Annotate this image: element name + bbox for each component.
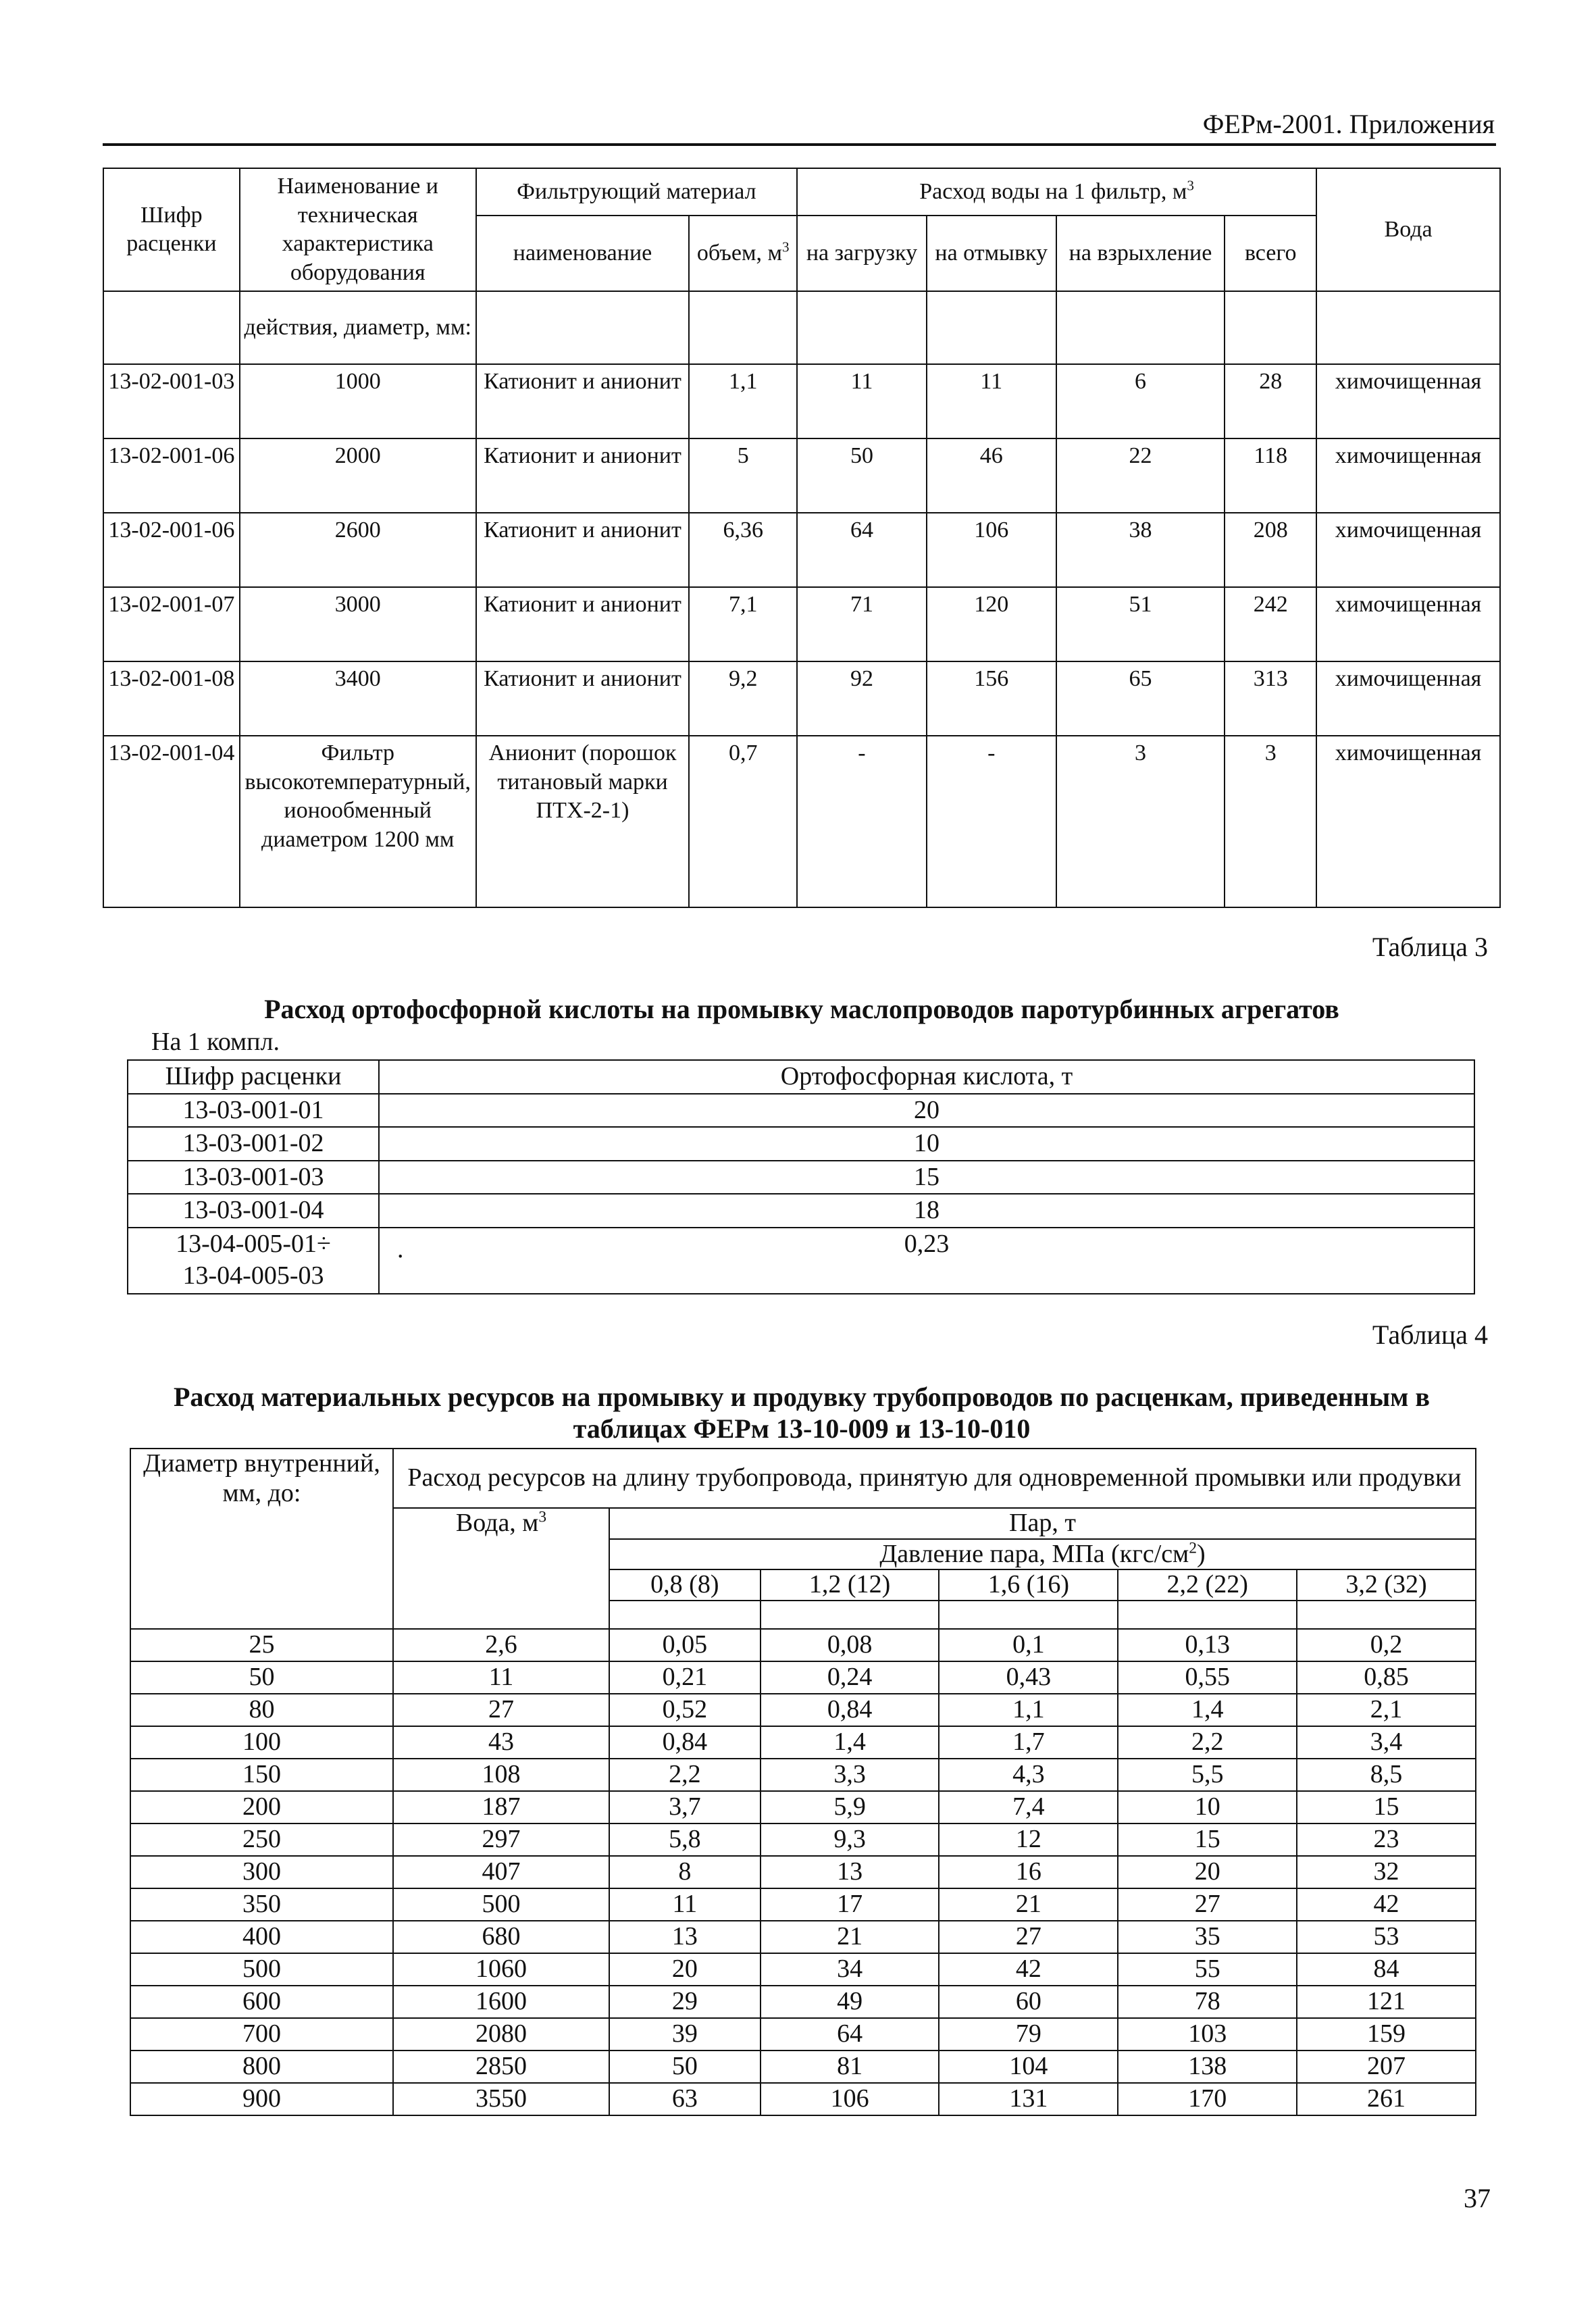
table-cell: 8 [609,1856,761,1888]
header-water: Вода, $м^3$ [393,1508,609,1629]
table-cell: 297 [393,1823,609,1856]
header-resources: Расход ресурсов на длину трубопровода, принятую для одновременной промывки или продувки [393,1449,1476,1508]
running-head: ФЕРм-2001. Приложения [1202,109,1495,139]
header-wash: на отмывку [927,216,1056,291]
table-cell: 27 [393,1694,609,1726]
table-cell: 42 [939,1953,1118,1986]
table-cell: 3,7 [609,1791,761,1823]
table-cell: 43 [393,1726,609,1759]
table-cell: 8,5 [1297,1759,1476,1791]
table-row [130,1694,1476,1726]
table-cell: 0,2 [1297,1629,1476,1661]
table-row [130,1661,1476,1694]
table-cell: 10 [1118,1791,1297,1823]
table-cell: 49 [761,1986,939,2018]
table-row [130,2018,1476,2051]
table3-unit-note: На 1 компл. [151,1028,280,1056]
table-row [130,1953,1476,1986]
table-cell: 680 [393,1921,609,1953]
table-cell: 42 [1297,1888,1476,1921]
table-cell: 0,85 [1297,1661,1476,1694]
table-row: 13-03-001-01 20 [128,1094,1474,1128]
table-cell: 261 [1297,2083,1476,2115]
header-pressure-2: 1,2 (12) [761,1569,939,1601]
table-cell: 103 [1118,2018,1297,2051]
table-cell: 400 [130,1921,393,1953]
table-cell: 32 [1297,1856,1476,1888]
table-cell: 2,2 [609,1759,761,1791]
table-row [130,1986,1476,2018]
table-cell: 4,3 [939,1759,1118,1791]
table-cell: 35 [1118,1921,1297,1953]
table-cell: 2080 [393,2018,609,2051]
table-cell: 108 [393,1759,609,1791]
header-name: Наименование и техническая характеристика оборудования [240,168,476,291]
table-cell: 250 [130,1823,393,1856]
table-row: 13-02-001-06 2600 Катионит и анионит 6,36 64 106 38 208 химочищенная [103,513,1500,587]
table-cell: 0,55 [1118,1661,1297,1694]
table-row: 13-03-001-03 15 [128,1161,1474,1194]
table-cell: 29 [609,1986,761,2018]
table-row: 13-04-005-01÷ 13-04-005-03 . 0,23 [128,1228,1474,1294]
table-cell: 800 [130,2051,393,2083]
table3-label: Таблица 3 [1372,932,1488,962]
header-code: Шифр расценки [128,1060,379,1094]
table-row [130,1823,1476,1856]
table-cell: 131 [939,2083,1118,2115]
table-cell: 1,4 [761,1726,939,1759]
table-cell: 500 [393,1888,609,1921]
table-cell: 21 [939,1888,1118,1921]
acid-table [127,1059,1475,1294]
table4-title: Расход материальных ресурсов на промывку и продувку трубопроводов по расценкам, приведенным в таблицах ФЕРм 13-10-009 и 13-10-010 [173,1382,1431,1444]
table-row [130,2051,1476,2083]
table-cell: 0,13 [1118,1629,1297,1661]
table-cell: 50 [609,2051,761,2083]
table-cell: 11 [609,1888,761,1921]
table-cell: 25 [130,1629,393,1661]
table-row: 13-02-001-06 2000 Катионит и анионит 5 50 46 22 118 химочищенная [103,438,1500,513]
table-cell: 0,84 [761,1694,939,1726]
table-row [130,1888,1476,1921]
table-cell: 27 [939,1921,1118,1953]
table-cell: 200 [130,1791,393,1823]
table-cell: 2,2 [1118,1726,1297,1759]
table-cell: 50 [130,1661,393,1694]
table-row [130,2083,1476,2115]
table-cell: 55 [1118,1953,1297,1986]
table-cell: 23 [1297,1823,1476,1856]
header-filter-material: Фильтрующий материал [476,168,797,216]
table-cell: 20 [1118,1856,1297,1888]
table-cell: 13 [609,1921,761,1953]
table-cell: 104 [939,2051,1118,2083]
header-pressure-1: 0,8 (8) [609,1569,761,1601]
table-cell: 34 [761,1953,939,1986]
table-cell: 0,05 [609,1629,761,1661]
table-cell: 900 [130,2083,393,2115]
table-cell: 3,3 [761,1759,939,1791]
header-code: Шифр расценки [103,168,240,291]
table-cell: 5,5 [1118,1759,1297,1791]
table-row [130,1629,1476,1661]
table-cell: 64 [761,2018,939,2051]
table-cell: 1,7 [939,1726,1118,1759]
header-diameter: Диаметр внутренний, мм, до: [130,1449,393,1629]
table-cell: 1600 [393,1986,609,2018]
table-cell: 7,4 [939,1791,1118,1823]
table-row [130,1921,1476,1953]
table-cell: 79 [939,2018,1118,2051]
table-cell: 60 [939,1986,1118,2018]
table-cell: 0,1 [939,1629,1118,1661]
header-load: на загрузку [797,216,927,291]
table-row: 13-02-001-07 3000 Катионит и анионит 7,1 71 120 51 242 химочищенная [103,587,1500,661]
header-water-use: Расход воды на 1 фильтр, $м^3$ [797,168,1316,216]
table-cell: 0,24 [761,1661,939,1694]
table-cell: 1060 [393,1953,609,1986]
steam-water-table-body [130,1629,1476,2115]
table-cell: 0,21 [609,1661,761,1694]
table-cell: 5,8 [609,1823,761,1856]
table-cell: 53 [1297,1921,1476,1953]
filter-water-table [103,168,1501,908]
table-row: 13-02-001-04 Фильтр высокотемпературный, ионообменный диаметром 1200 мм Анионит (порошок титановый марки ПТХ-2-1) 0,7 - - 3 3 химочищенная [103,736,1500,907]
table-cell: 9,3 [761,1823,939,1856]
subheader-name: действия, диаметр, мм: [240,291,476,364]
table-cell: 600 [130,1986,393,2018]
table-cell: 1,4 [1118,1694,1297,1726]
table-cell: 100 [130,1726,393,1759]
header-material-name: наименование [476,216,690,291]
table-cell: 500 [130,1953,393,1986]
table-cell: 300 [130,1856,393,1888]
table-cell: 0,52 [609,1694,761,1726]
table-cell: 5,9 [761,1791,939,1823]
table-cell: 3550 [393,2083,609,2115]
table-row: 13-02-001-08 3400 Катионит и анионит 9,2 92 156 65 313 химочищенная [103,661,1500,736]
table-cell: 13 [761,1856,939,1888]
table-row [130,1726,1476,1759]
table-cell: 207 [1297,2051,1476,2083]
table-cell: 63 [609,2083,761,2115]
table-cell: 78 [1118,1986,1297,2018]
header-rule [103,143,1496,146]
table-cell: 2,6 [393,1629,609,1661]
table-cell: 0,43 [939,1661,1118,1694]
header-pressure-4: 2,2 (22) [1118,1569,1297,1601]
header-total: всего [1225,216,1316,291]
table-cell: 2850 [393,2051,609,2083]
table3-title: Расход ортофосфорной кислоты на промывку маслопроводов паротурбинных агрегатов [264,994,1339,1024]
table-cell: 138 [1118,2051,1297,2083]
table-row: 13-02-001-03 1000 Катионит и анионит 1,1 11 11 6 28 химочищенная [103,364,1500,438]
table-row [130,1791,1476,1823]
table-cell: 27 [1118,1888,1297,1921]
table-cell: 11 [393,1661,609,1694]
table-cell: 1,1 [939,1694,1118,1726]
table-cell: 15 [1297,1791,1476,1823]
steam-water-table [130,1448,1476,2116]
table-cell: 187 [393,1791,609,1823]
table-cell: 80 [130,1694,393,1726]
table-cell: 17 [761,1888,939,1921]
header-material-volume: объем, $м^3$ [689,216,797,291]
table-cell: 21 [761,1921,939,1953]
header-water: Вода [1316,168,1500,291]
table-cell: 150 [130,1759,393,1791]
table-cell: 81 [761,2051,939,2083]
header-acid: Ортофосфорная кислота, т [379,1060,1474,1094]
table-row: 13-03-001-02 10 [128,1127,1474,1161]
table-row [130,1759,1476,1791]
table-cell: 15 [1118,1823,1297,1856]
table-cell: 2,1 [1297,1694,1476,1726]
table-cell: 3,4 [1297,1726,1476,1759]
header-pressure: Давление пара, МПа $(кгс/см^2)$ [609,1539,1476,1570]
table-row: 13-03-001-04 18 [128,1194,1474,1228]
table-cell: 39 [609,2018,761,2051]
table-cell: 84 [1297,1953,1476,1986]
table-cell: 106 [761,2083,939,2115]
table-cell: 0,84 [609,1726,761,1759]
table-cell: 16 [939,1856,1118,1888]
table-cell: 0,08 [761,1629,939,1661]
table4-label: Таблица 4 [1372,1319,1488,1350]
table-cell: 159 [1297,2018,1476,2051]
header-pressure-3: 1,6 (16) [939,1569,1118,1601]
table-cell: 12 [939,1823,1118,1856]
table-cell: 170 [1118,2083,1297,2115]
table-cell: 700 [130,2018,393,2051]
table-cell: 20 [609,1953,761,1986]
table-cell: 407 [393,1856,609,1888]
table-cell: 350 [130,1888,393,1921]
table-row [130,1856,1476,1888]
header-pressure-5: 3,2 (32) [1297,1569,1476,1601]
header-loosen: на взрыхление [1056,216,1225,291]
page-number: 37 [1464,2183,1491,2213]
table-cell: 121 [1297,1986,1476,2018]
header-steam: Пар, т [609,1508,1476,1539]
